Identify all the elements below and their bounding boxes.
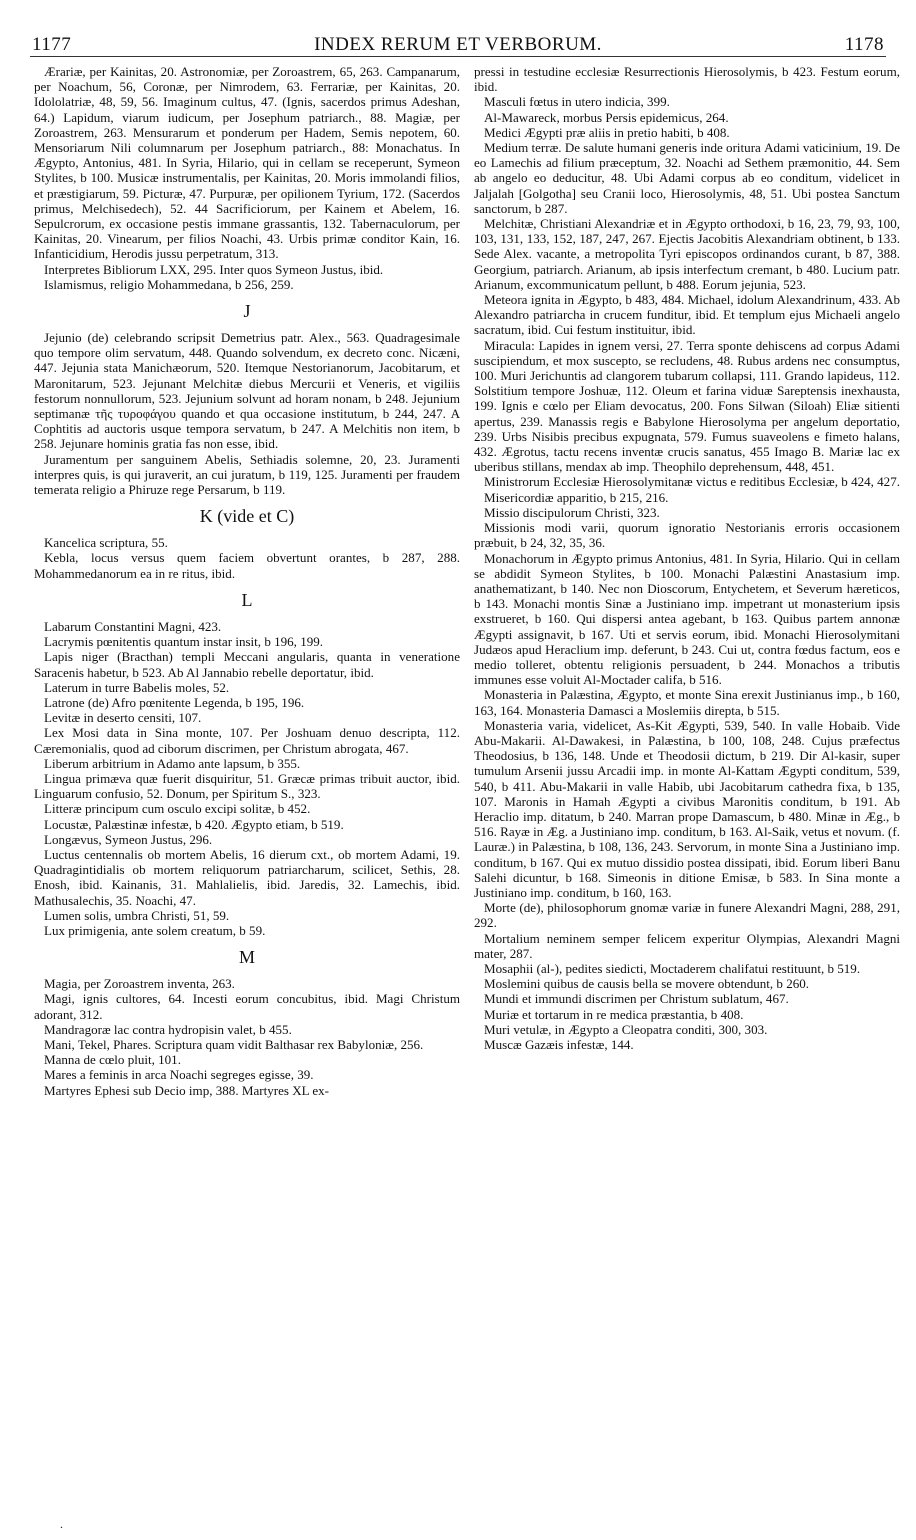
index-entry: Miracula: Lapides in ignem versi, 27. Terra sponte dehiscens ad corpus Adami suscipiendum, et mox suscepto, se recludens, 48. Rubus ardens nec consumptus, 100. Muri Jerichuntis ad clangorem tubarum collapsi, 111. Grando lapideus, 112. Solstitium tempore Joshuæ, 112. Oleum et farina viduæ Sareptensis inexhausta, 199. Ignis e cœlo per Eliam devocatus, 200. Fons Silwan (Siloah) Eliæ sitienti apertus, 239. Manassis regis e Babylone Hierosolyma per angelum deportatio, 239. Urbs Nisibis precibus expugnata, 579. Fumus suaveolens e fimeto halans, 432. Ægrotus, tactu recens inventæ crucis sanatus, 455 Imago B. Mariæ lac ex uberibus stillans, mendax ab imp. Theophilo deprehensum, 448, 451. bbox=[474, 337, 900, 475]
index-entry: Manna de cœlo pluit, 101. bbox=[44, 1052, 181, 1068]
index-entry: Monasteria in Palæstina, Ægypto, et monte Sina erexit Justinianus imp., b 160, 163, 164. Monasteria Damasci a Moslemiis direpta, b 515. bbox=[474, 687, 900, 718]
index-entry: Meteora ignita in Ægypto, b 483, 484. Michael, idolum Alexandrinum, 433. Ab Alexandro patriarcha in crucem funditur, ibid. Et templum ejus Michaeli angelo sacratum, ibid. Cui festum instituitur, ibid. bbox=[474, 292, 900, 338]
section-letter-heading: J bbox=[243, 301, 251, 322]
index-entry: Misericordiæ apparitio, b 215, 216. bbox=[484, 489, 669, 505]
index-entry: Latrone (de) Afro pœnitente Legenda, b 195, 196. bbox=[44, 694, 305, 710]
index-entry: Locustæ, Palæstinæ infestæ, b 420. Ægypto etiam, b 519. bbox=[44, 816, 344, 832]
index-entry: Magi, ignis cultores, 64. Incesti eorum concubitus, ibid. Magi Christum adorant, 312. bbox=[34, 991, 460, 1022]
index-entry: Laterum in turre Babelis moles, 52. bbox=[44, 679, 230, 695]
index-entry: Morte (de), philosophorum gnomæ variæ in funere Alexandri Magni, 288, 291, 292. bbox=[474, 900, 900, 931]
index-entry: Islamismus, religio Mohammedana, b 256, 259. bbox=[44, 276, 294, 292]
index-entry: pressi in testudine ecclesiæ Resurrectionis Hierosolymis, b 423. Festum eorum, ibid. bbox=[474, 64, 900, 95]
index-entry: Labarum Constantini Magni, 423. bbox=[44, 618, 222, 634]
index-entry: Juramentum per sanguinem Abelis, Sethiadis solemne, 20, 23. Juramenti interpres quis, is qui juraverit, an cui juratum, b 119, 125. Juramenti per fraudem temerata religio a Phiruze rege Persarum, b 119. bbox=[34, 451, 460, 498]
index-entry: Missionis modi varii, quorum ignoratio Nestorianis erroris occasionem præbuit, b 24, 32, 35, 36. bbox=[474, 520, 900, 551]
index-entry: Kancelica scriptura, 55. bbox=[44, 535, 168, 551]
index-entry: Missio discipulorum Christi, 323. bbox=[484, 504, 660, 520]
index-entry: Interpretes Bibliorum LXX, 295. Inter quos Symeon Justus, ibid. bbox=[44, 261, 384, 277]
index-entry: Jejunio (de) celebrando scripsit Demetrius patr. Alex., 563. Quadragesimale quo tempore olim servatum, 448. Quando solvendum, ex decreto conc. Nicæni, 447. Jejunia stata Manichæorum, 520. Itemque Nestorianorum, Jacobitarum, et Maronitarum, 523. Jejunant Melchitæ diebus Mercurii et Veneris, et vigiliis festorum nonnullorum, 523. Jejunium solvunt ad horam nonam, b 248. Jejunium septimanæ τῆς τυροφάγου quando et qua occasione institutum, b 244, 247. A Cophtitis ad auctoris usque tempora servatum, b 247. A Melchitis non item, b 258. Jejunare hominis gratia fas non esse, ibid. bbox=[34, 330, 460, 452]
index-entry: Mandragoræ lac contra hydropisin valet, b 455. bbox=[44, 1021, 292, 1037]
index-entry: Ministrorum Ecclesiæ Hierosolymitanæ victus e reditibus Ecclesiæ, b 424, 427. bbox=[484, 474, 900, 490]
index-entry: Muri vetulæ, in Ægypto a Cleopatra conditi, 300, 303. bbox=[484, 1021, 768, 1037]
running-title: INDEX RERUM ET VERBORUM. bbox=[314, 34, 602, 55]
index-entry: Mosaphii (al-), pedites siedicti, Moctaderem chalifatui restituunt, b 519. bbox=[484, 960, 861, 976]
section-letter-heading: M bbox=[238, 947, 255, 968]
index-entry: Lacrymis pœnitentis quantum instar insit, b 196, 199. bbox=[44, 634, 324, 650]
index-entry: Lingua primæva quæ fuerit disquiritur, 51. Græcæ primas tribuit auctor, ibid. Linguarum confusio, 52. Donum, per Spiritum S., 323. bbox=[34, 770, 460, 802]
index-entry: Al-Mawareck, morbus Persis epidemicus, 264. bbox=[484, 109, 729, 125]
footer-mark: . bbox=[60, 1517, 63, 1531]
index-entry: Melchitæ, Christiani Alexandriæ et in Ægypto orthodoxi, b 16, 23, 79, 93, 100, 103, 131, 133, 152, 187, 247, 267. Ejectis Jacobitis Alexandriam obtinent, b 133. Sede Alex. vacante, a metropolita Tyri episcopos ordinandos curant, b 87, 388. Georgium, patriarch. Arianum, ab ipsis interfectum cremant, b 480. Lucium patr. Arianum, excommunicatum pellunt, b 488. Eorum jejunia, 523. bbox=[474, 216, 900, 292]
running-header bbox=[30, 34, 886, 57]
index-entry: Luctus centennalis ob mortem Abelis, 16 dierum cxt., ob mortem Adami, 19. Quadragintidialis ob mortem reliquorum patriarcharum, scilicet, Sethis, 28. Enosh, ibid. Kainanis, 31. Mahlalielis, ibid. Jaredis, 32. Lamechis, ibid. Mathusalechis, 35. Noachi, 47. bbox=[34, 846, 460, 908]
index-entry: Liberum arbitrium in Adamo ante lapsum, b 355. bbox=[44, 755, 301, 771]
page-number-left: 1177 bbox=[32, 34, 72, 55]
index-entry: Kebla, locus versus quem faciem obvertunt orantes, b 287, 288. Mohammedanorum ea in re ritus, ibid. bbox=[34, 550, 460, 581]
index-entry: Ærariæ, per Kainitas, 20. Astronomiæ, per Zoroastrem, 65, 263. Campanarum, per Noachum, 56, Coronæ, per Nimrodem, 63. Ferrariæ, per Kainitas, 20. Idololatriæ, 48, 59, 56. Imaginum cultus, 47. (Ignis, sacerdos primus Adeshan, 64.) Lapidum, viarum iudicum, per Josephum patriarch., 88. Magiæ, per Zoroastrem, 263. Mensurarum et ponderum per Hadem, Semis nepotem, 60. Mensoriarum Nili columnarum per Josephum patriarch., 88: Monachatus. In Ægypto, Antonius, 481. In Syria, Hilario, qui in cellam se receperunt, Symeon Stylites, b 100. Musicæ instrumentalis, per Kainitas, 20. Moris immolandi filios, et præstigiarum, 59. Picturæ, 47. Purpuræ, per opilionem Tyrium, 172. (Sacerdos primus, Melchisedech), 52. 44 Sacrificiorum, per Kainem et Abelem, 16. Sepulcrorum, ex occasione pestis immane grassantis, 132. Tabernaculorum, per Kainitas, 20. Vinearum, per filios Noachi, 43. Urbis primæ conditor Kain, 16. Infanticidium, Herodis jussu perpetratum, 313. bbox=[34, 64, 460, 262]
index-entry: Longævus, Symeon Justus, 296. bbox=[44, 831, 213, 847]
index-entry: Medici Ægypti præ aliis in pretio habiti, b 408. bbox=[484, 124, 730, 140]
index-entry: Moslemini quibus de causis bella se movere obtendunt, b 260. bbox=[484, 976, 810, 992]
index-entry: Muriæ et tortarum in re medica præstantia, b 408. bbox=[484, 1006, 744, 1022]
index-entry: Monasteria varia, videlicet, As-Kit Ægypti, 539, 540. In valle Hobaib. Vide Abu-Makarii. Al-Dawakesi, in Palæstina, b 100, 108, 248. Cujus præfectus Theodosius, b 136, 148. Unde et Theodosii dictum, b 219. Dir Al-kasir, super tumulum Arsenii jussu Arcadii imp. in monte Al-Kattam Ægypti conditum, 539, 540, b 411. Abu-Makarii in valle Habib, ubi Jacobitarum cathedra fixa, b 135, 107. Maronis in Hamah Ægypti a civibus Maronitis conditum, b 191. Ab Heraclio imp. ditatum, b 240. Marran prope Damascum, b 480. Minæ in Æg., b 516. Rayæ in Æg. a Justiniano imp. conditum, b 163. Al-Saik, vetus et novum. (f. Lauræ.) in Palæstina, b 108, 136, 243. Servorum, in monte Sina a Justiniano imp. conditum, b 167. Qui ex mutuo dissidio postea dissipati, ibid. Eorum liberi Banu Salehi dicuntur, b 168. Simeonis in ditione Emisæ, b 583. In Sina monte a Justiniano imp. conditum, b 160, 163. bbox=[474, 717, 900, 900]
index-entry: Masculi fœtus in utero indicia, 399. bbox=[484, 94, 670, 110]
index-entry: Muscæ Gazæis infestæ, 144. bbox=[484, 1037, 634, 1052]
index-entry: Lex Mosi data in Sina monte, 107. Per Joshuam denuo descripta, 112. Cæremonialis, quod ad ciborum discrimen, per Christum abrogata, 467. bbox=[34, 725, 460, 756]
index-entry: Medium terræ. De salute humani generis inde oriturа Adami vaticinium, 19. De eo Lamechis ad filium præceptum, 32. Noachi ad Sethem præmonitio, 44. Sem ab angelo eo deducitur, 48. Ubi Adami corpus ab eo conditum, videlicet in Jaljalah [Golgotha] seu Cranii loco, Hierosolymis, 48, 51. Ubi postea Sanctum sanctorum, b 287. bbox=[474, 140, 900, 216]
section-letter-heading: L bbox=[241, 589, 253, 610]
index-entry: Mortalium neminem semper felicem experitur Olympias, Alexandri Magni mater, 287. bbox=[474, 930, 900, 961]
right-column bbox=[474, 64, 900, 1052]
index-entry: Mares a feminis in arca Noachi segreges egisse, 39. bbox=[44, 1067, 314, 1083]
index-entry: Lumen solis, umbra Christi, 51, 59. bbox=[44, 907, 230, 923]
index-entry: Martyres Ephesi sub Decio imp, 388. Martyres XL ex- bbox=[44, 1082, 330, 1098]
index-entry: Mani, Tekel, Phares. Scriptura quam vidit Balthasar rex Babyloniæ, 256. bbox=[44, 1036, 424, 1052]
index-entry: Monachorum in Ægypto primus Antonius, 481. In Syria, Hilario. Qui in cellam se abdidit Symeon Stylites, b 100. Monachi Palæstini Anastasium imp. anathematizant, b 140. Nec non Dioscorum, Entychetem, et Severum hæreticos, b 143. Monachi montis Sinæ a Justiniano imp. impetrant ut monasterium ipsis exstrueret, b 160. Qui dispersi antea agebant, b 163. Quibus partem annonæ Ægypti assignavit, b 167. Uti et servis eorum, ibid. Monachi Hierosolymitani Judæos apud Heraclium imp. deferunt, b 243. Cui ut, contra fœdus factum, eos e medio tolleret, obtentu religionis persuadent, b 244. Monachos a tributis immunes esse voluit Al-Moctader califa, b 516. bbox=[474, 550, 900, 688]
left-column bbox=[34, 64, 460, 1098]
index-entry: Lapis niger (Bracthan) templi Meccani angularis, quanta in veneratione Saracenis habetur, b 523. Ab Al Jannabio rebelle deportatur, ibid. bbox=[34, 649, 460, 680]
section-letter-heading: K (vide et C) bbox=[199, 506, 295, 527]
index-entry: Litteræ principum cum osculo excipi solitæ, b 452. bbox=[44, 801, 311, 817]
index-entry: Lux primigenia, ante solem creatum, b 59. bbox=[44, 922, 266, 938]
page-number-right: 1178 bbox=[844, 34, 884, 55]
index-entry: Mundi et immundi discrimen per Christum sublatum, 467. bbox=[484, 991, 789, 1007]
index-entry: Levitæ in deserto censiti, 107. bbox=[44, 710, 202, 726]
index-entry: Magia, per Zoroastrem inventa, 263. bbox=[44, 976, 235, 992]
